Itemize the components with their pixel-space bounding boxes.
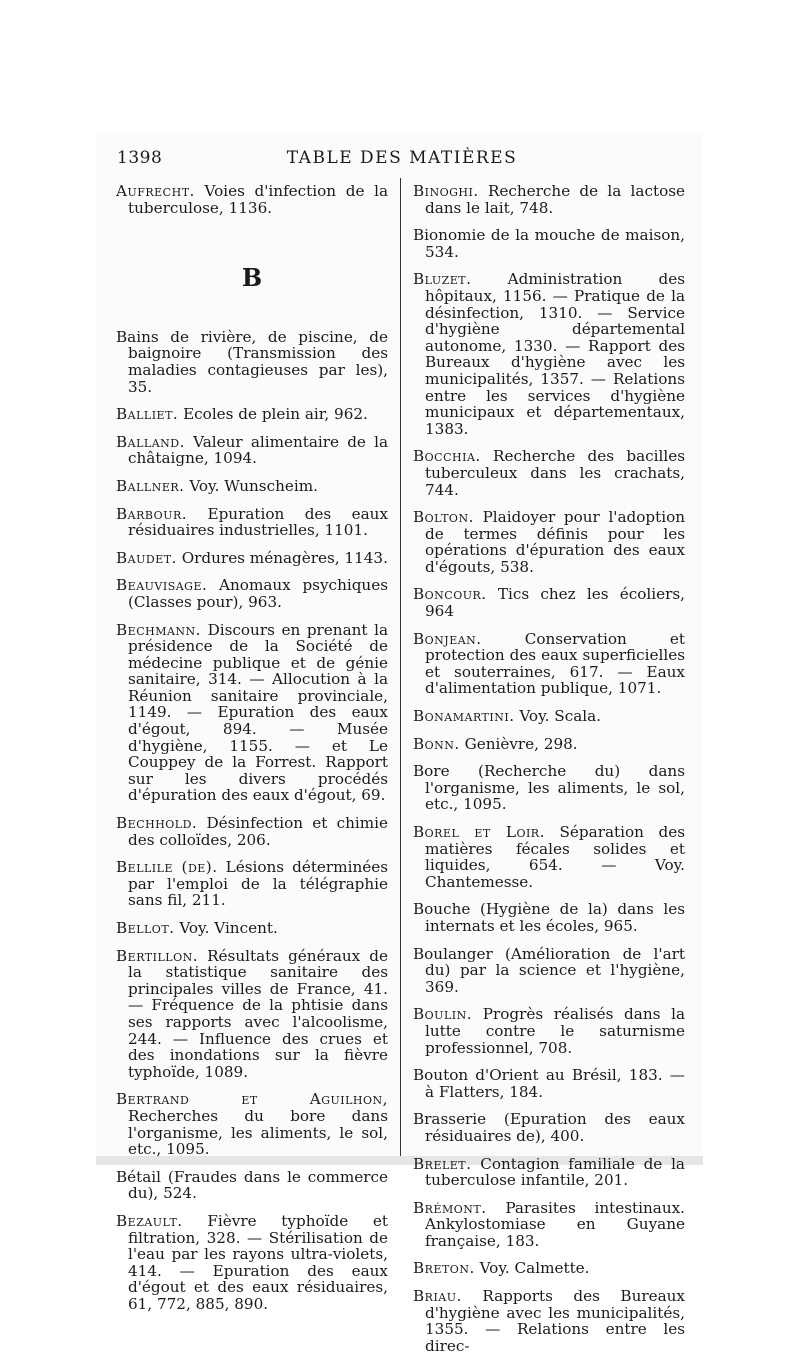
section-letter: B xyxy=(241,263,263,293)
entry-text: Recherche des bacilles tuberculeux dans les crachats, 744. xyxy=(425,447,685,499)
running-title: TABLE DES MATIÈRES xyxy=(286,148,518,168)
entry-text: Epuration des eaux résiduaires industrielles, 1101. xyxy=(128,504,389,540)
entry-author: Bonn. xyxy=(413,734,460,753)
entry-text: Conservation et protection des eaux superficielles et souterraines, 617. — Eaux d'alimentation publique, 1071. xyxy=(425,629,685,698)
entry-text: Voy. Calmette. xyxy=(479,1259,590,1278)
entry-text: Boulanger (Amélioration de l'art du) par la science et l'hygiène, 369. xyxy=(413,944,685,996)
entry-author: Barbour. xyxy=(116,504,188,523)
entry-author: Boulin. xyxy=(413,1005,473,1024)
index-entry xyxy=(116,577,388,610)
page-header xyxy=(117,148,687,172)
left-column xyxy=(116,183,388,1323)
entry-text: Rapports des Bureaux d'hygiène avec les municipalités, 1355. — Relations entre les direc- xyxy=(425,1287,686,1355)
entry-text: Tics chez les écoliers, 964 xyxy=(425,585,685,621)
right-entries xyxy=(413,183,685,1354)
entry-author: Bluzet. xyxy=(413,270,472,289)
index-entry xyxy=(116,859,388,909)
index-entry xyxy=(413,227,685,260)
index-entry xyxy=(116,506,388,539)
entry-text: Bétail (Fraudes dans le commerce du), 524. xyxy=(116,1167,388,1203)
entry-author: Brelet. xyxy=(413,1154,472,1173)
entry-text: Bains de rivière, de piscine, de baignoire (Transmission des maladies contagieuses par les), 35. xyxy=(116,327,388,396)
entry-author: Beauvisage. xyxy=(116,576,208,595)
index-entry xyxy=(116,550,388,567)
entry-text: Contagion familiale de la tuberculose infantile, 201. xyxy=(425,1154,685,1190)
index-entry xyxy=(413,1288,685,1354)
entry-author: Briau. xyxy=(413,1287,462,1306)
index-entry xyxy=(413,183,685,216)
entry-text: Recherches du bore dans l'organisme, les aliments, le sol, etc., 1095. xyxy=(128,1106,388,1159)
entry-text: Recherche de la lactose dans le lait, 748. xyxy=(425,182,685,217)
entry-author: Boncour. xyxy=(413,585,487,604)
index-entry xyxy=(413,1200,685,1250)
index-entry xyxy=(413,1111,685,1144)
index-entry xyxy=(413,1067,685,1100)
entry-text: Voy. Scala. xyxy=(519,707,601,726)
index-entry xyxy=(413,509,685,575)
index-entry xyxy=(413,586,685,619)
entry-text: Ordures ménagères, 1143. xyxy=(181,548,388,567)
index-entry xyxy=(413,736,685,753)
index-entry xyxy=(413,631,685,697)
entry-text: Fièvre typhoïde et filtration, 328. — Stérilisation de l'eau par les rayons ultra-violets, 414. — Epuration des eaux d'égout et des eaux résiduaires, 61, 772, 885, 890. xyxy=(128,1211,389,1313)
entry-text: Séparation des matières fécales solides et liquides, 654. — Voy. Chantemesse. xyxy=(425,823,686,891)
entry-author: Bellot. xyxy=(116,919,175,937)
entry-author: Bezault. xyxy=(116,1211,183,1230)
entry-text: Brasserie (Epuration des eaux résiduaires de), 400. xyxy=(413,1110,685,1145)
index-entry xyxy=(116,1091,388,1157)
entry-text: Parasites intestinaux. Ankylostomiase en Guyane française, 183. xyxy=(425,1198,686,1250)
index-entry xyxy=(413,763,685,813)
entry-text: Anomaux psychiques (Classes pour), 963. xyxy=(128,576,388,611)
entry-author: Baudet. xyxy=(116,548,177,567)
entry-text: Plaidoyer pour l'adoption de termes définis pour les opérations d'épuration des eaux d'égouts, 538. xyxy=(425,508,686,576)
entry-text: Résultats généraux de la statistique sanitaire des principales villes de France, 41. — Fréquence de la phtisie dans ses rapports avec l'alcoolisme, 244. — Influence des crues et des inondations sur la fièvre typhoïde, 1089. xyxy=(128,946,388,1081)
entry-author: Bertillon. xyxy=(116,946,199,965)
entry-author: Balliet. xyxy=(116,405,179,424)
entry-author: Borel et Loir. xyxy=(413,823,545,841)
entry-text: Bore (Recherche du) dans l'organisme, les aliments, le sol, etc., 1095. xyxy=(413,762,685,814)
index-entry xyxy=(116,948,388,1081)
entry-text: Bionomie de la mouche de maison, 534. xyxy=(413,226,685,261)
entry-author: Ballner. xyxy=(116,476,185,495)
index-entry xyxy=(413,1006,685,1056)
index-entry xyxy=(116,1169,388,1202)
index-entry xyxy=(116,920,388,937)
entry-author: Brémont. xyxy=(413,1198,487,1217)
entry-author: Aufrecht. xyxy=(116,182,195,200)
index-entry xyxy=(413,1156,685,1189)
entry-author: Binoghi. xyxy=(413,182,479,200)
entry-text: Voy. Vincent. xyxy=(179,919,278,937)
index-entry xyxy=(413,1260,685,1277)
entry-author: Bellile (de). xyxy=(116,858,218,877)
entry-author: Bocchia. xyxy=(413,447,481,466)
index-entry xyxy=(116,406,388,423)
entry-author: Bertrand et Aguilhon, xyxy=(116,1090,388,1109)
index-entry xyxy=(413,448,685,498)
index-entry xyxy=(116,622,388,805)
entry-text: Voy. Wunscheim. xyxy=(189,476,318,495)
left-entries xyxy=(116,329,388,1313)
index-entry xyxy=(116,1213,388,1313)
entry-author: Bechmann. xyxy=(116,620,201,639)
entry-author: Bechhold. xyxy=(116,814,198,833)
entry-author: Bonjean. xyxy=(413,629,482,648)
index-entry xyxy=(413,708,685,725)
entry-text: Lésions déterminées par l'emploi de la télégraphie sans fil, 211. xyxy=(128,858,388,910)
index-entry xyxy=(116,183,388,216)
index-entry xyxy=(413,271,685,437)
index-entry xyxy=(413,824,685,890)
index-entry xyxy=(116,478,388,495)
entry-text: Genièvre, 298. xyxy=(464,734,578,753)
right-column xyxy=(413,183,685,1365)
entry-author: Bolton. xyxy=(413,508,474,527)
entry-text: Ecoles de plein air, 962. xyxy=(183,405,368,424)
entry-author: Bonamartini. xyxy=(413,707,515,726)
entry-author: Balland. xyxy=(116,432,185,451)
entry-author: Breton. xyxy=(413,1259,475,1278)
index-entry xyxy=(116,434,388,467)
entry-text: Bouton d'Orient au Brésil, 183. — à Flatters, 184. xyxy=(413,1066,685,1101)
entry-text: Désinfection et chimie des colloïdes, 206. xyxy=(128,814,388,849)
entry-text: Bouche (Hygiène de la) dans les internats et les écoles, 965. xyxy=(413,900,685,935)
page-number: 1398 xyxy=(117,148,163,168)
entry-text: Voies d'infection de la tuberculose, 1136. xyxy=(128,182,388,217)
entry-text: Progrès réalisés dans la lutte contre le saturnisme professionnel, 708. xyxy=(425,1005,685,1057)
index-entry xyxy=(116,815,388,848)
entry-text: Discours en prenant la présidence de la Société de médecine publique et de génie sanitaire, 314. — Allocution à la Réunion sanitaire provinciale, 1149. — Epuration des eaux d'égout, 894. — Musée d'hygiène, 1155. — et Le Couppey de la Forrest. Rapport sur les divers procédés d'épuration des eaux d'égout, 69. xyxy=(128,620,388,805)
index-entry xyxy=(413,901,685,934)
column-divider xyxy=(400,178,401,1156)
index-entry xyxy=(413,946,685,996)
index-entry xyxy=(116,329,388,395)
entry-text: Administration des hôpitaux, 1156. — Pratique de la désinfection, 1310. — Service d'hygiène départemental autonome, 1330. — Rapport des Bureaux d'hygiène avec les municipalités, 1357. — Relations entre les services d'hygiène municipaux et départementaux, 1383. xyxy=(425,270,685,438)
left-entries-before xyxy=(116,183,388,216)
entry-text: Valeur alimentaire de la châtaigne, 1094. xyxy=(128,432,389,468)
